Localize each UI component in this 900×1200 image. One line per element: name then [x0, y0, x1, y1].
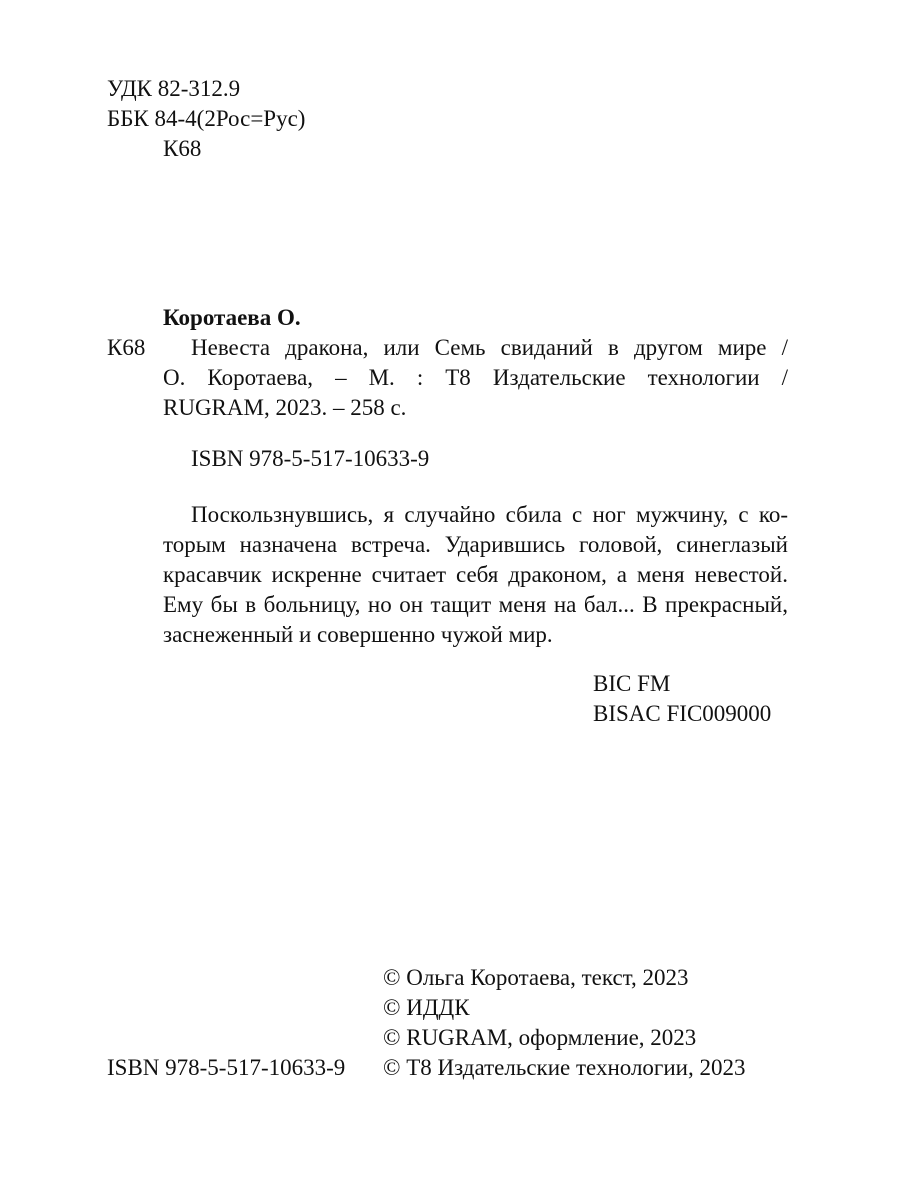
annotation-line: торым назначена встреча. Ударившись головой, синеглазый: [163, 532, 788, 557]
author-name: Коротаева О.: [163, 305, 301, 330]
copyright-line: © Ольга Коротаева, текст, 2023: [383, 965, 689, 990]
isbn-footer: ISBN 978-5-517-10633-9: [107, 1055, 346, 1080]
annotation-line: Поскользнувшись, я случайно сбила с ног мужчину, с ко-: [191, 502, 788, 527]
copyright-line: © ИДДК: [383, 995, 470, 1020]
bic-code: BIC FM: [593, 671, 671, 696]
bibliographic-line: О. Коротаева, – М. : Т8 Издательские технологии /: [163, 365, 788, 390]
bibliographic-line: RUGRAM, 2023. – 258 с.: [163, 395, 407, 420]
copyright-line: © RUGRAM, оформление, 2023: [383, 1025, 697, 1050]
annotation-line: красавчик искренне считает себя драконом, а меня невестой.: [163, 562, 788, 587]
bisac-code: BISAC FIC009000: [593, 701, 772, 726]
udk-code: УДК 82-312.9: [107, 76, 241, 101]
record-author-mark: К68: [107, 335, 146, 360]
annotation-line: заснеженный и совершенно чужой мир.: [163, 622, 553, 647]
author-mark: К68: [163, 136, 202, 161]
bbk-code: ББК 84-4(2Рос=Рус): [107, 106, 306, 131]
copyright-line: © Т8 Издательские технологии, 2023: [383, 1055, 746, 1080]
isbn: ISBN 978-5-517-10633-9: [191, 446, 430, 471]
bibliographic-line: Невеста дракона, или Семь свиданий в другом мире /: [191, 335, 788, 360]
annotation-line: Ему бы в больницу, но он тащит меня на бал... В прекрасный,: [163, 592, 788, 617]
